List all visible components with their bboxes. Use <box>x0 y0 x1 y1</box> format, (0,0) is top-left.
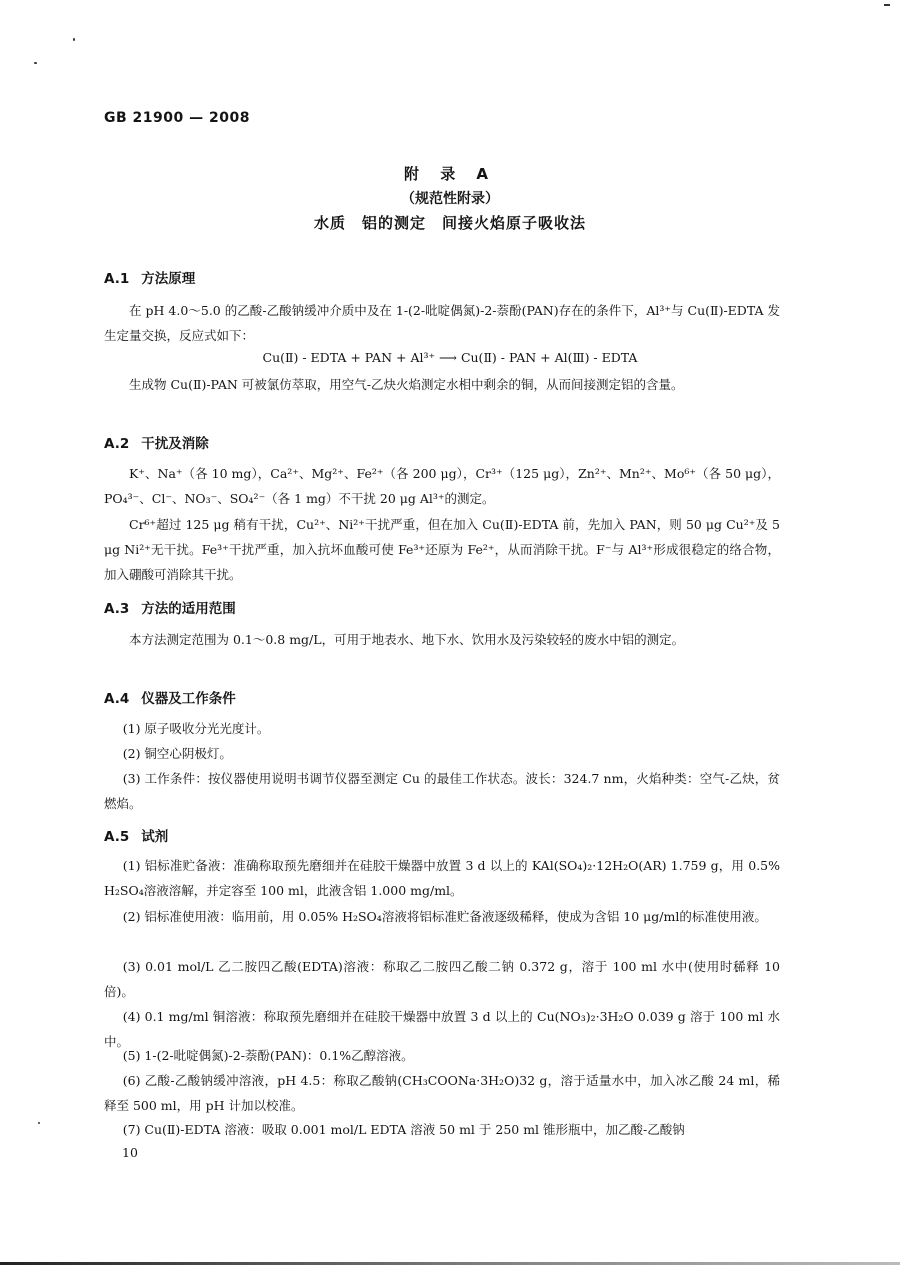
list-item: (2) 铝标准使用液：临用前，用 0.05% H₂SO₄溶液将铝标准贮备液逐级稀释，使成为含铝 10 μg/ml的标准使用液。 <box>122 909 767 924</box>
section-heading-a2 <box>104 432 209 452</box>
annex-main-title: 水质 铝的测定 间接火焰原子吸收法 <box>313 214 586 232</box>
section-heading-a5 <box>104 825 168 845</box>
list-item: (4) 0.1 mg/ml 铜溶液：称取预先磨细并在硅胶干燥器中放置 3 d 以上的 Cu(NO₃)₂·3H₂O 0.039 g 溶于 100 ml 水中。 <box>104 1009 780 1049</box>
list-item: (2) 铜空心阴极灯。 <box>122 746 232 761</box>
section-number: A.3 <box>104 601 130 617</box>
paragraph: Cr⁶⁺超过 125 μg 稍有干扰，Cu²⁺、Ni²⁺干扰严重，但在加入 Cu(Ⅱ)-EDTA 前，先加入 PAN，则 50 μg Cu²⁺及 5 μg Ni²⁺无干扰。Fe³⁺干扰严重，加入抗坏血酸可使 Fe³⁺还原为 Fe²⁺，从而消除干扰。F⁻与 Al³⁺形成很稳定的络合物，加入硼酸可消除其干扰。 <box>104 517 780 582</box>
document-code: GB 21900 — 2008 <box>104 110 250 126</box>
annex-title: 附 录 A <box>403 165 497 183</box>
page-number: 10 <box>122 1145 138 1160</box>
list-item: (3) 0.01 mol/L 乙二胺四乙酸(EDTA)溶液：称取乙二胺四乙酸二钠 0.372 g，溶于 100 ml 水中(使用时稀释 10 倍)。 <box>104 959 780 999</box>
scan-edge-line <box>0 1262 900 1265</box>
paragraph: 本方法测定范围为 0.1～0.8 mg/L，可用于地表水、地下水、饮用水及污染较轻的废水中铝的测定。 <box>129 632 685 647</box>
section-heading-a1 <box>104 267 195 287</box>
section-title: 试剂 <box>141 829 169 845</box>
scan-speck <box>73 38 75 41</box>
reaction-equation: Cu(Ⅱ) - EDTA + PAN + Al³⁺ ⟶ Cu(Ⅱ) - PAN + Al(Ⅲ) - EDTA <box>262 350 638 365</box>
section-number: A.5 <box>104 829 130 845</box>
section-heading-a4 <box>104 687 236 707</box>
paragraph: K⁺、Na⁺（各 10 mg），Ca²⁺、Mg²⁺、Fe²⁺（各 200 μg），Cr³⁺（125 μg），Zn²⁺、Mn²⁺、Mo⁶⁺（各 50 μg），PO₄³⁻、Cl⁻、NO₃⁻、SO₄²⁻（各 1 mg）不干扰 20 μg Al³⁺的测定。 <box>104 466 780 506</box>
scan-speck <box>884 4 890 6</box>
section-title: 仪器及工作条件 <box>141 691 236 707</box>
list-item: (7) Cu(Ⅱ)-EDTA 溶液：吸取 0.001 mol/L EDTA 溶液 50 ml 于 250 ml 锥形瓶中，加乙酸-乙酸钠 <box>122 1122 685 1137</box>
list-item: (5) 1-(2-吡啶偶氮)-2-萘酚(PAN)：0.1%乙醇溶液。 <box>122 1048 414 1063</box>
section-number: A.2 <box>104 436 130 452</box>
section-number: A.1 <box>104 271 130 287</box>
list-item: (1) 原子吸收分光光度计。 <box>122 721 270 736</box>
list-item: (6) 乙酸-乙酸钠缓冲溶液，pH 4.5：称取乙酸钠(CH₃COONa·3H₂O)32 g，溶于适量水中，加入冰乙酸 24 ml，稀释至 500 ml，用 pH 计加以校准。 <box>104 1073 780 1113</box>
paragraph: 在 pH 4.0～5.0 的乙酸-乙酸钠缓冲介质中及在 1-(2-吡啶偶氮)-2-萘酚(PAN)存在的条件下，Al³⁺与 Cu(Ⅱ)-EDTA 发生定量交换，反应式如下： <box>104 303 780 343</box>
section-title: 干扰及消除 <box>141 436 209 452</box>
paragraph: 生成物 Cu(Ⅱ)-PAN 可被氯仿萃取，用空气-乙炔火焰测定水相中剩余的铜，从而间接测定铝的含量。 <box>129 377 684 392</box>
section-title: 方法的适用范围 <box>141 601 236 617</box>
section-number: A.4 <box>104 691 130 707</box>
scan-speck <box>34 62 37 64</box>
section-heading-a3 <box>104 597 236 617</box>
list-item: (1) 铝标准贮备液：准确称取预先磨细并在硅胶干燥器中放置 3 d 以上的 KAl(SO₄)₂·12H₂O(AR) 1.759 g，用 0.5% H₂SO₄溶液溶解，并定容至 100 ml，此液含铝 1.000 mg/ml。 <box>104 858 780 898</box>
annex-subtitle: （规范性附录） <box>401 191 499 207</box>
section-title: 方法原理 <box>141 271 196 287</box>
scan-speck <box>38 1122 40 1124</box>
list-item: (3) 工作条件：按仪器使用说明书调节仪器至测定 Cu 的最佳工作状态。波长：324.7 nm，火焰种类：空气-乙炔，贫燃焰。 <box>104 771 780 811</box>
